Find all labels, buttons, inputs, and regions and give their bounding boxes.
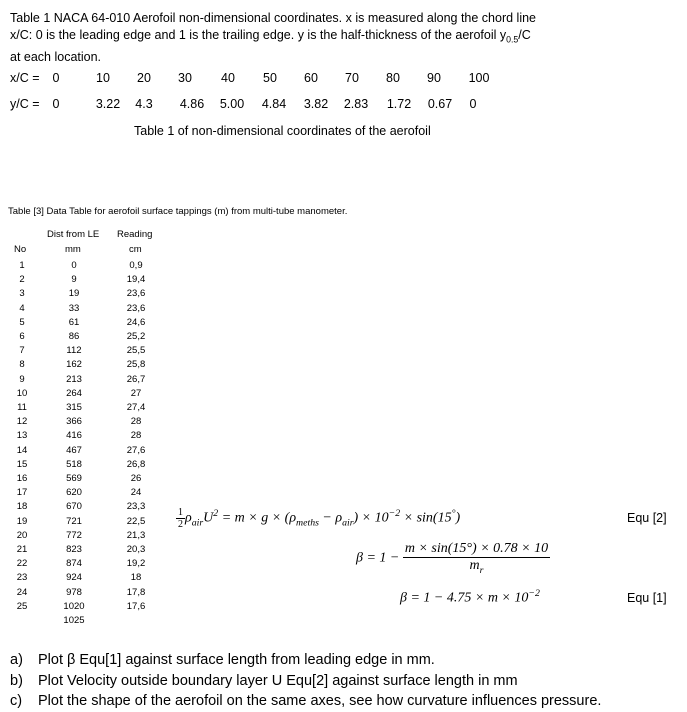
table1-y-cell: 3.22 xyxy=(95,97,121,111)
table-row xyxy=(0,303,170,317)
table1-x-cell: 50 xyxy=(263,71,277,85)
row-distance-mm: 9 xyxy=(71,274,77,286)
table1-y-cell: 0 xyxy=(52,97,60,111)
table1-y-cell: 5.00 xyxy=(219,97,245,111)
row-reading-cm: 17,8 xyxy=(126,586,146,598)
row-reading-cm: 21,3 xyxy=(126,529,146,541)
table1-y-cell: 1.72 xyxy=(386,97,412,111)
table1-x-cell: 90 xyxy=(427,71,441,85)
row-distance-mm: 416 xyxy=(66,430,82,442)
beta-fraction-equation xyxy=(356,541,550,576)
row-reading-cm: 27,6 xyxy=(126,444,146,456)
intro-text-part1: Table 1 NACA 64-010 Aerofoil non-dimensional coordinates. x is measured along the chord line x/C: 0 is the leading edge and 1 is the trailing edge. y is the half-thickness of the aerofoil y xyxy=(10,11,537,42)
row-distance-mm: 569 xyxy=(66,473,82,484)
row-reading-cm: 24 xyxy=(130,487,142,499)
row-reading-cm: 26,7 xyxy=(126,373,146,385)
row-number: 6 xyxy=(19,331,25,342)
row-distance-mm: 721 xyxy=(66,515,82,527)
row-number: 12 xyxy=(16,416,28,428)
table1-x-cell: 20 xyxy=(137,71,151,85)
table-row xyxy=(0,530,170,544)
table3-header-cm: cm xyxy=(129,244,142,255)
table1-x-cell: 80 xyxy=(386,71,400,85)
row-distance-mm: 0 xyxy=(71,260,77,271)
row-distance-mm: 61 xyxy=(68,316,80,328)
table1-x-label: x/C = xyxy=(10,71,40,85)
table1-y-cell: 4.86 xyxy=(179,97,205,111)
row-distance-mm: 162 xyxy=(66,359,82,371)
table-row xyxy=(0,544,170,558)
table1-y-cell: 2.83 xyxy=(343,97,369,111)
row-number: 25 xyxy=(16,600,28,612)
table-row xyxy=(0,459,170,473)
intro-paragraph xyxy=(10,10,540,66)
task-item xyxy=(10,650,601,671)
row-number: 21 xyxy=(16,544,28,555)
beta-numerator: m × sin(15°) × 0.78 × 10 xyxy=(404,541,549,556)
row-number: 2 xyxy=(19,274,25,286)
row-distance-mm: 213 xyxy=(66,373,82,385)
task-item xyxy=(10,691,601,712)
row-number: 1 xyxy=(19,260,25,271)
table3-header-no: No xyxy=(14,244,27,255)
row-reading-cm: 24,6 xyxy=(126,316,146,328)
eq1-text: β = 1 − 4.75 × m × 10 xyxy=(400,590,529,606)
intro-text-part2: /C at each location. xyxy=(10,28,531,64)
row-distance-mm: 620 xyxy=(66,487,82,499)
table-row xyxy=(0,501,170,515)
table-row xyxy=(0,274,170,288)
row-reading-cm: 27 xyxy=(130,387,142,399)
row-number: 18 xyxy=(16,501,28,513)
row-distance-mm: 924 xyxy=(66,572,82,584)
task-letter: a) xyxy=(10,652,23,668)
table3-header-mm: mm xyxy=(65,244,81,255)
row-distance-mm: 467 xyxy=(66,444,82,456)
equation-2: $\frac{1}{2}$ $\rho_{air}U^2 = m \times g \times (\rho_{meths} - \rho_{air}) \times 10^{-2} \times \sin(15^\circ)$ xyxy=(178,507,461,530)
row-reading-cm: 18 xyxy=(130,572,142,584)
row-reading-cm: 23,3 xyxy=(126,501,146,513)
row-distance-mm: 1025 xyxy=(63,615,85,626)
row-number: 11 xyxy=(17,402,27,413)
row-distance-mm: 19 xyxy=(68,288,80,300)
row-number: 13 xyxy=(16,430,28,442)
row-distance-mm: 112 xyxy=(66,345,82,357)
table1-x-cell: 30 xyxy=(178,71,192,85)
row-reading-cm: 23,6 xyxy=(126,302,146,314)
row-reading-cm: 28 xyxy=(130,430,142,442)
row-number: 14 xyxy=(16,444,28,456)
table-row xyxy=(0,374,170,388)
table1-x-cell: 70 xyxy=(345,71,359,85)
beta-denominator: m xyxy=(469,558,480,573)
row-reading-cm: 17,6 xyxy=(126,600,146,612)
row-number: 15 xyxy=(16,458,28,470)
row-distance-mm: 823 xyxy=(66,544,82,555)
row-reading-cm: 20,3 xyxy=(126,544,146,555)
row-number: 24 xyxy=(16,586,28,598)
row-distance-mm: 518 xyxy=(66,458,82,470)
row-distance-mm: 978 xyxy=(66,586,82,598)
row-distance-mm: 772 xyxy=(66,529,82,541)
table-row xyxy=(0,445,170,459)
table-row xyxy=(0,288,170,302)
table-row xyxy=(0,572,170,586)
table-row xyxy=(0,516,170,530)
eq1-exponent: −2 xyxy=(528,588,540,599)
table-row xyxy=(0,402,170,416)
row-distance-mm: 33 xyxy=(68,302,80,314)
row-distance-mm: 315 xyxy=(66,402,82,413)
row-distance-mm: 1020 xyxy=(63,600,85,612)
table1-y-cell: 3.82 xyxy=(303,97,329,111)
table1-y-cell: 0 xyxy=(469,97,477,111)
equ2-label: Equ [2] xyxy=(627,511,667,525)
task-list xyxy=(10,650,601,712)
row-number: 16 xyxy=(16,473,28,484)
table-row xyxy=(0,587,170,601)
row-distance-mm: 86 xyxy=(68,331,80,342)
row-number: 23 xyxy=(16,572,28,584)
table-row xyxy=(0,473,170,487)
table-row xyxy=(0,615,170,629)
table1-y-cell: 4.3 xyxy=(135,97,153,111)
row-reading-cm: 19,4 xyxy=(126,274,146,286)
table-row xyxy=(0,345,170,359)
row-number: 22 xyxy=(16,558,28,570)
beta-denominator-sub: r xyxy=(479,564,484,576)
row-number: 8 xyxy=(19,359,25,371)
table-row xyxy=(0,260,170,274)
table1-y-cell: 4.84 xyxy=(261,97,287,111)
table-row xyxy=(0,359,170,373)
row-distance-mm: 366 xyxy=(66,416,82,428)
row-reading-cm: 26,8 xyxy=(126,458,146,470)
beta-lhs: β = 1 − xyxy=(356,550,400,566)
table3-header-dist: Dist from LE xyxy=(47,229,100,240)
row-reading-cm: 22,5 xyxy=(126,515,146,527)
task-text: Plot the shape of the aerofoil on the same axes, see how curvature influences pressure. xyxy=(38,693,602,709)
row-number: 7 xyxy=(19,345,25,357)
row-number: 5 xyxy=(19,316,25,328)
table1-x-cell: 100 xyxy=(468,71,490,85)
table-row xyxy=(0,388,170,402)
table1-x-cell: 60 xyxy=(304,71,318,85)
table1-y-label: y/C = xyxy=(10,97,40,111)
row-number: 17 xyxy=(16,487,28,499)
row-distance-mm: 264 xyxy=(66,387,82,399)
task-text: Plot β Equ[1] against surface length from leading edge in mm. xyxy=(38,652,435,668)
table3-header-reading: Reading xyxy=(117,229,153,240)
task-letter: c) xyxy=(10,693,23,709)
table-row xyxy=(0,416,170,430)
equation-1 xyxy=(400,588,540,607)
row-number: 20 xyxy=(16,529,28,541)
beta-fraction xyxy=(403,541,550,576)
table3-caption: Table [3] Data Table for aerofoil surface tappings (m) from multi-tube manometer. xyxy=(8,206,348,217)
row-distance-mm: 670 xyxy=(66,501,82,513)
row-number: 19 xyxy=(16,515,28,527)
row-reading-cm: 27,4 xyxy=(126,402,146,413)
table-row xyxy=(0,558,170,572)
row-distance-mm: 874 xyxy=(66,558,82,570)
task-letter: b) xyxy=(10,672,23,689)
task-text: Plot Velocity outside boundary layer U Equ[2] against surface length in mm xyxy=(38,672,518,689)
row-number: 4 xyxy=(19,302,25,314)
equ1-label: Equ [1] xyxy=(627,591,667,605)
intro-subscript: 0.5 xyxy=(506,34,519,45)
table1-caption: Table 1 of non-dimensional coordinates of the aerofoil xyxy=(134,124,431,138)
table-row xyxy=(0,430,170,444)
table1-y-cell: 0.67 xyxy=(427,97,453,111)
table1-x-cell: 10 xyxy=(96,71,110,85)
row-reading-cm: 25,8 xyxy=(126,359,146,371)
task-item xyxy=(10,671,601,692)
row-number: 3 xyxy=(19,288,25,300)
table1-x-cell: 0 xyxy=(52,71,60,85)
row-reading-cm: 28 xyxy=(130,416,142,428)
row-reading-cm: 19,2 xyxy=(126,558,146,570)
row-reading-cm: 23,6 xyxy=(126,288,146,300)
table-row xyxy=(0,601,170,615)
row-reading-cm: 0,9 xyxy=(129,260,143,271)
table-row xyxy=(0,331,170,345)
row-reading-cm: 25,5 xyxy=(126,345,146,357)
row-reading-cm: 26 xyxy=(130,473,142,484)
eq2-half-fraction: $\frac{1}{2}$ xyxy=(178,507,183,530)
row-number: 9 xyxy=(19,373,25,385)
table-row xyxy=(0,317,170,331)
row-number: 10 xyxy=(16,387,28,399)
row-reading-cm: 25,2 xyxy=(126,331,146,342)
table-row xyxy=(0,487,170,501)
table1-x-cell: 40 xyxy=(221,71,235,85)
